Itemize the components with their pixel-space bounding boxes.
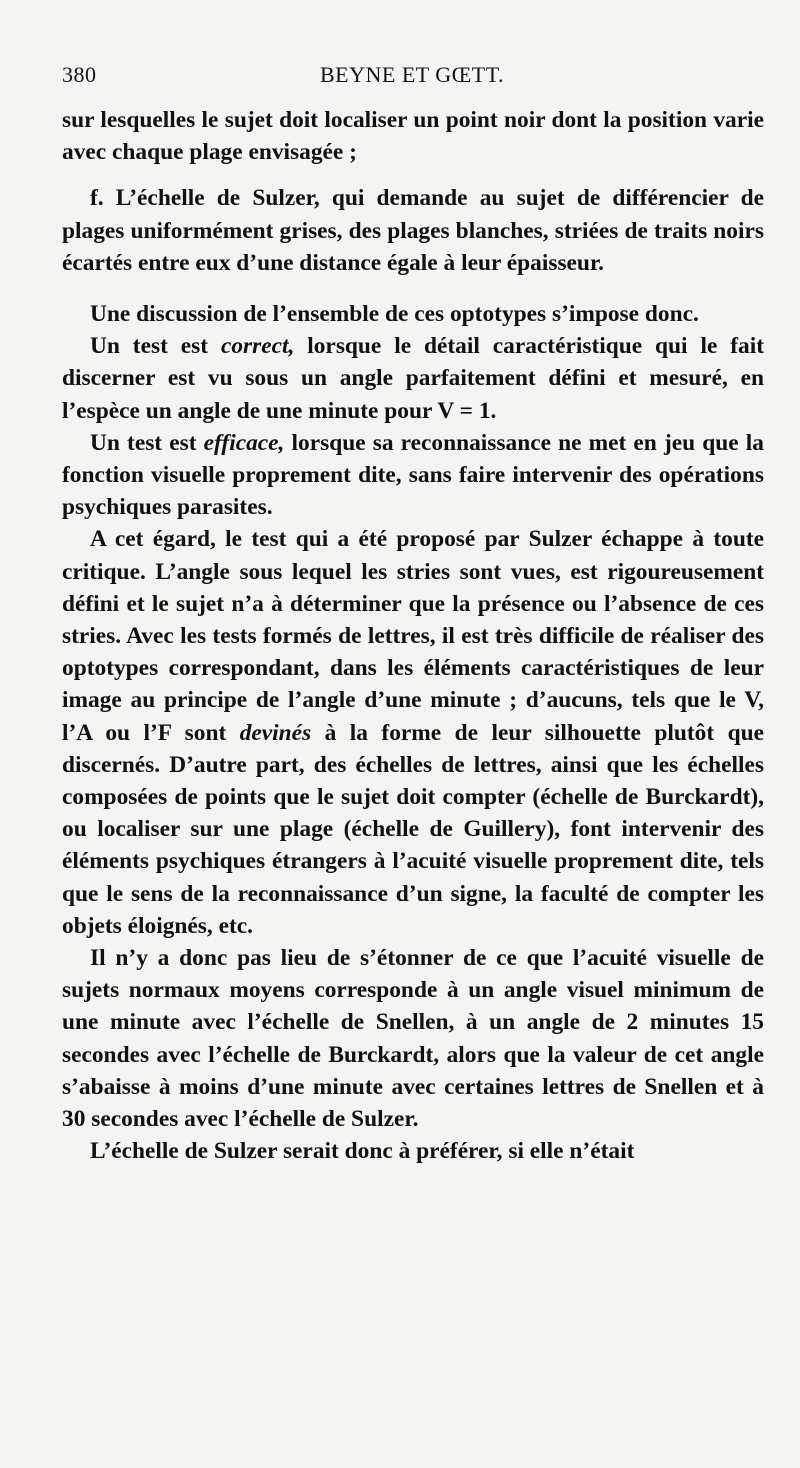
emphasis: devinés xyxy=(239,719,312,746)
body-text xyxy=(62,104,764,1168)
emphasis: correct, xyxy=(220,333,295,360)
paragraph: Une discussion de l’ensemble de ces optotypes s’impose donc. xyxy=(90,301,699,328)
running-header xyxy=(62,62,762,96)
paragraph: Il n’y a donc pas lieu de s’étonner de ce que l’acuité visuelle de sujets normaux moyens corresponde à un angle visuel minimum de une minute avec l’échelle de Snellen, à un angle de 2 minutes 15 secondes avec l’échelle de Burckardt, alors que la valeur de cet angle s’abaisse à moins d’une minute avec certaines lettres de Snellen et à 30 secondes avec l’échelle de Sulzer. xyxy=(62,945,764,1133)
running-title: BEYNE ET GŒTT. xyxy=(320,62,504,87)
paragraph: f. L’échelle de Sulzer, qui demande au sujet de différencier de plages uniformément grises, des plages blanches, striées de traits noirs écartés entre eux d’une distance égale à leur épaisseur. xyxy=(62,185,764,276)
paragraph: Un test est efficace, lorsque sa reconnaissance ne met en jeu que la fonction visuelle proprement dite, sans faire intervenir des opérations psychiques parasites. xyxy=(62,429,764,521)
paragraph: L’échelle de Sulzer serait donc à préférer, si elle n’était xyxy=(90,1138,635,1165)
emphasis: efficace, xyxy=(203,429,285,456)
paragraph: sur lesquelles le sujet doit localiser un point noir dont la position varie avec chaque plage envisagée ; xyxy=(62,107,764,166)
page-number: 380 xyxy=(62,62,97,87)
paragraph: A cet égard, le test qui a été proposé par Sulzer échappe à toute critique. L’angle sous lequel les stries sont vues, est rigoureusement défini et le sujet n’a à déterminer que la présence ou l’absence de ces stries. Avec les tests formés de lettres, il est très difficile de réaliser des optotypes correspondant, dans les éléments caractéristiques de leur image au principe de l’angle d’une minute ; d’aucuns, tels que le V, l’A ou l’F sont devinés à la forme de leur silhouette plutôt que discernés. D’autre part, des échelles de lettres, ainsi que les échelles composées de points que le sujet doit compter (échelle de Burckardt), ou localiser sur une plage (échelle de Guillery), font intervenir des éléments psychiques étrangers à l’acuité visuelle proprement dite, tels que le sens de la reconnaissance d’un signe, la faculté de compter les objets éloignés, etc. xyxy=(62,526,764,939)
paragraph: Un test est correct, lorsque le détail caractéristique qui le fait discerner est vu sous un angle parfaitement défini et mesuré, en l’espèce un angle de une minute pour V = 1. xyxy=(62,333,765,424)
